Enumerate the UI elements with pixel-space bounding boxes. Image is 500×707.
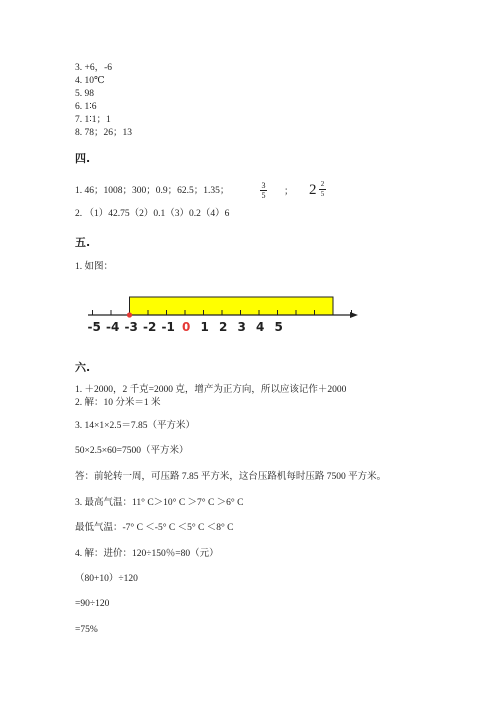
section-6-line-7: 最低气温：-7° C ＜-5° C ＜5° C ＜8° C — [75, 523, 234, 533]
number-line-label: 0 — [182, 320, 191, 334]
answer-5: 5. 98 — [75, 89, 94, 99]
section-6-line-11: =75% — [75, 625, 98, 635]
section-6-heading: 六. — [75, 361, 91, 374]
number-line-label: 5 — [274, 320, 283, 334]
section-5-q1: 1. 如图： — [75, 262, 114, 272]
answer-4: 4. 10℃ — [75, 76, 105, 86]
number-line-start-dot — [127, 312, 132, 317]
number-line-label: -3 — [124, 320, 138, 334]
fraction-numerator: 3 — [261, 181, 266, 190]
section-6-line-6: 3. 最高气温：11° C＞10° C ＞7° C ＞6° C — [75, 498, 244, 508]
number-line-label: -1 — [161, 320, 175, 334]
section-4-q2: 2. （1）42.75（2）0.1（3）0.2（4）6 — [75, 209, 230, 219]
number-line-label: 2 — [219, 320, 228, 334]
section-6-line-5: 答：前轮转一周，可压路 7.85 平方米，这台压路机每时压路 7500 平方米。 — [75, 472, 387, 482]
answer-8: 8. 78；26；13 — [75, 128, 133, 138]
section-6-line-2: 2. 解：10 分米＝1 米 — [75, 398, 161, 408]
mixed-numerator: 2 — [320, 180, 325, 188]
number-line-label: -4 — [106, 320, 120, 334]
number-line-label: -5 — [87, 320, 101, 334]
section-6-line-10: =90÷120 — [75, 599, 110, 609]
section-6-line-3: 3. 14×1×2.5＝7.85（平方米） — [75, 421, 195, 431]
answer-7: 7. 1∶1；1 — [75, 115, 111, 125]
number-line-label: 4 — [256, 320, 265, 334]
section-5-heading: 五. — [75, 236, 91, 249]
section-6-line-4: 50×2.5×60=7500（平方米） — [75, 446, 189, 456]
number-line-highlight — [130, 297, 334, 315]
answer-6: 6. 1∶6 — [75, 102, 97, 112]
fraction-denominator: 5 — [261, 191, 266, 200]
answer-3: 3. +6，-6 — [75, 63, 113, 73]
section-4-separator: ； — [284, 187, 294, 197]
section-4-heading: 四. — [75, 152, 91, 165]
section-6-line-9: （80+10）÷120 — [75, 574, 138, 584]
number-line-label: 1 — [200, 320, 209, 334]
section-6-line-8: 4. 解：进价：120÷150％=80（元） — [75, 549, 219, 559]
section-4-q1: 1. 46；1008；300；0.9；62.5；1.35； — [75, 186, 230, 196]
number-line-label: -2 — [143, 320, 157, 334]
mixed-denominator: 5 — [320, 190, 325, 198]
number-line-label: 3 — [237, 320, 246, 334]
mixed-whole: 2 — [309, 182, 317, 198]
section-6-line-1: 1. ＋2000，2 千克=2000 克，增产为正方向，所以应该记作＋2000 — [75, 385, 347, 395]
